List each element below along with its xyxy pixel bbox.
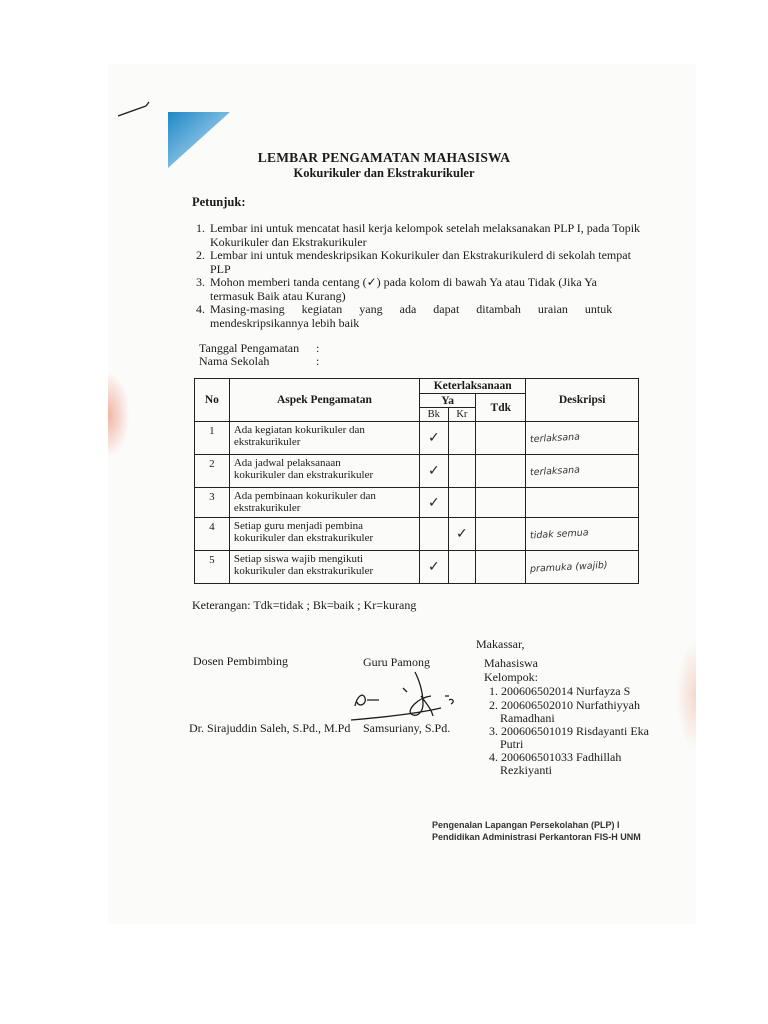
- guru-label: Guru Pamong: [363, 655, 430, 669]
- kelompok-label: Kelompok:: [484, 670, 538, 684]
- legend-note: Keterangan: Tdk=tidak ; Bk=baik ; Kr=kurang: [192, 598, 417, 612]
- footer-line: Pendidikan Administrasi Perkantoran FIS-H UNM: [432, 832, 641, 842]
- footer-line: Pengenalan Lapangan Persekolahan (PLP) I: [432, 820, 620, 830]
- table-row: 1 Ada kegiatan kokurikuler dan ekstrakurikuler ✓ terlaksana: [195, 422, 639, 455]
- member-item-cont: Putri: [500, 737, 524, 751]
- table-row: 5 Setiap siswa wajib mengikuti kokurikuler dan ekstrakurikuler ✓ pramuka (wajib): [195, 551, 639, 584]
- member-item: 3. 200606501019 Risdayanti Eka: [489, 724, 649, 738]
- check-mark: ✓: [420, 488, 449, 518]
- dosen-name: Dr. Sirajuddin Saleh, S.Pd., M.Pd: [189, 721, 351, 735]
- paper-stain: [676, 640, 696, 750]
- observation-table: [194, 378, 639, 584]
- table-row: 2 Ada jadwal pelaksanaan kokurikuler dan ekstrakurikuler ✓ terlaksana: [195, 455, 639, 488]
- col-header-kr: Kr: [448, 408, 476, 422]
- instructions-heading: Petunjuk:: [192, 195, 246, 209]
- member-item: 1. 200606502014 Nurfayza S: [489, 684, 631, 698]
- check-mark: ✓: [420, 455, 449, 488]
- member-item-cont: Rezkiyanti: [500, 763, 552, 777]
- sekolah-label: Nama Sekolah: [199, 354, 270, 368]
- city-date: Makassar,: [476, 637, 525, 651]
- tanggal-colon: :: [316, 341, 320, 355]
- sekolah-colon: :: [316, 354, 320, 368]
- col-header-tdk: Tdk: [476, 394, 526, 422]
- check-mark: ✓: [448, 518, 476, 551]
- mahasiswa-label: Mahasiswa: [484, 656, 538, 670]
- instruction-item: 4. Masing-masing kegiatan yang ada dapat ditambah uraian untuk mendeskripsikannya lebih baik: [196, 302, 613, 330]
- col-header-keterlaksanaan: Keterlaksanaan: [420, 379, 526, 394]
- check-mark: ✓: [420, 422, 449, 455]
- paper-stain: [108, 372, 130, 458]
- document-subtitle: Kokurikuler dan Ekstrakurikuler: [293, 166, 475, 180]
- col-header-ya: Ya: [420, 394, 476, 408]
- col-header-no: No: [195, 379, 230, 422]
- col-header-aspek: Aspek Pengamatan: [229, 379, 419, 422]
- instruction-item: 3. Mohon memberi tanda centang (✓) pada kolom di bawah Ya atau Tidak (Jika Ya termasuk Baik atau Kurang): [196, 275, 597, 303]
- handwritten-note: tidak semua: [530, 526, 590, 541]
- member-item-cont: Ramadhani: [500, 711, 555, 725]
- check-mark: ✓: [420, 551, 449, 584]
- col-header-bk: Bk: [420, 408, 449, 422]
- table-row: 3 Ada pembinaan kokurikuler dan ekstrakurikuler ✓: [195, 488, 639, 518]
- member-item: 2. 200606502010 Nurfathiyyah: [489, 698, 640, 712]
- guru-name: Samsuriany, S.Pd.: [363, 721, 451, 735]
- document-title: LEMBAR PENGAMATAN MAHASISWA: [257, 150, 511, 165]
- table-row: 4 Setiap guru menjadi pembina kokurikuler dan ekstrakurikuler ✓ tidak semua: [195, 518, 639, 551]
- pen-stroke-mark: [116, 100, 156, 120]
- instruction-item: 1. Lembar ini untuk mencatat hasil kerja kelompok setelah melaksanakan PLP I, pada Topik Kokurikuler dan Ekstrakurikuler: [196, 221, 641, 249]
- handwritten-note: terlaksana: [530, 431, 581, 445]
- col-header-deskripsi: Deskripsi: [526, 379, 639, 422]
- handwritten-note: terlaksana: [530, 464, 581, 478]
- handwritten-note: pramuka (wajib): [530, 559, 609, 575]
- instruction-item: 2. Lembar ini untuk mendeskripsikan Kokurikuler dan Ekstrakurikulerd di sekolah tempat PLP: [196, 248, 631, 276]
- tanggal-label: Tanggal Pengamatan: [199, 341, 300, 355]
- dosen-label: Dosen Pembimbing: [193, 654, 288, 668]
- member-item: 4. 200606501033 Fadhillah: [489, 750, 622, 764]
